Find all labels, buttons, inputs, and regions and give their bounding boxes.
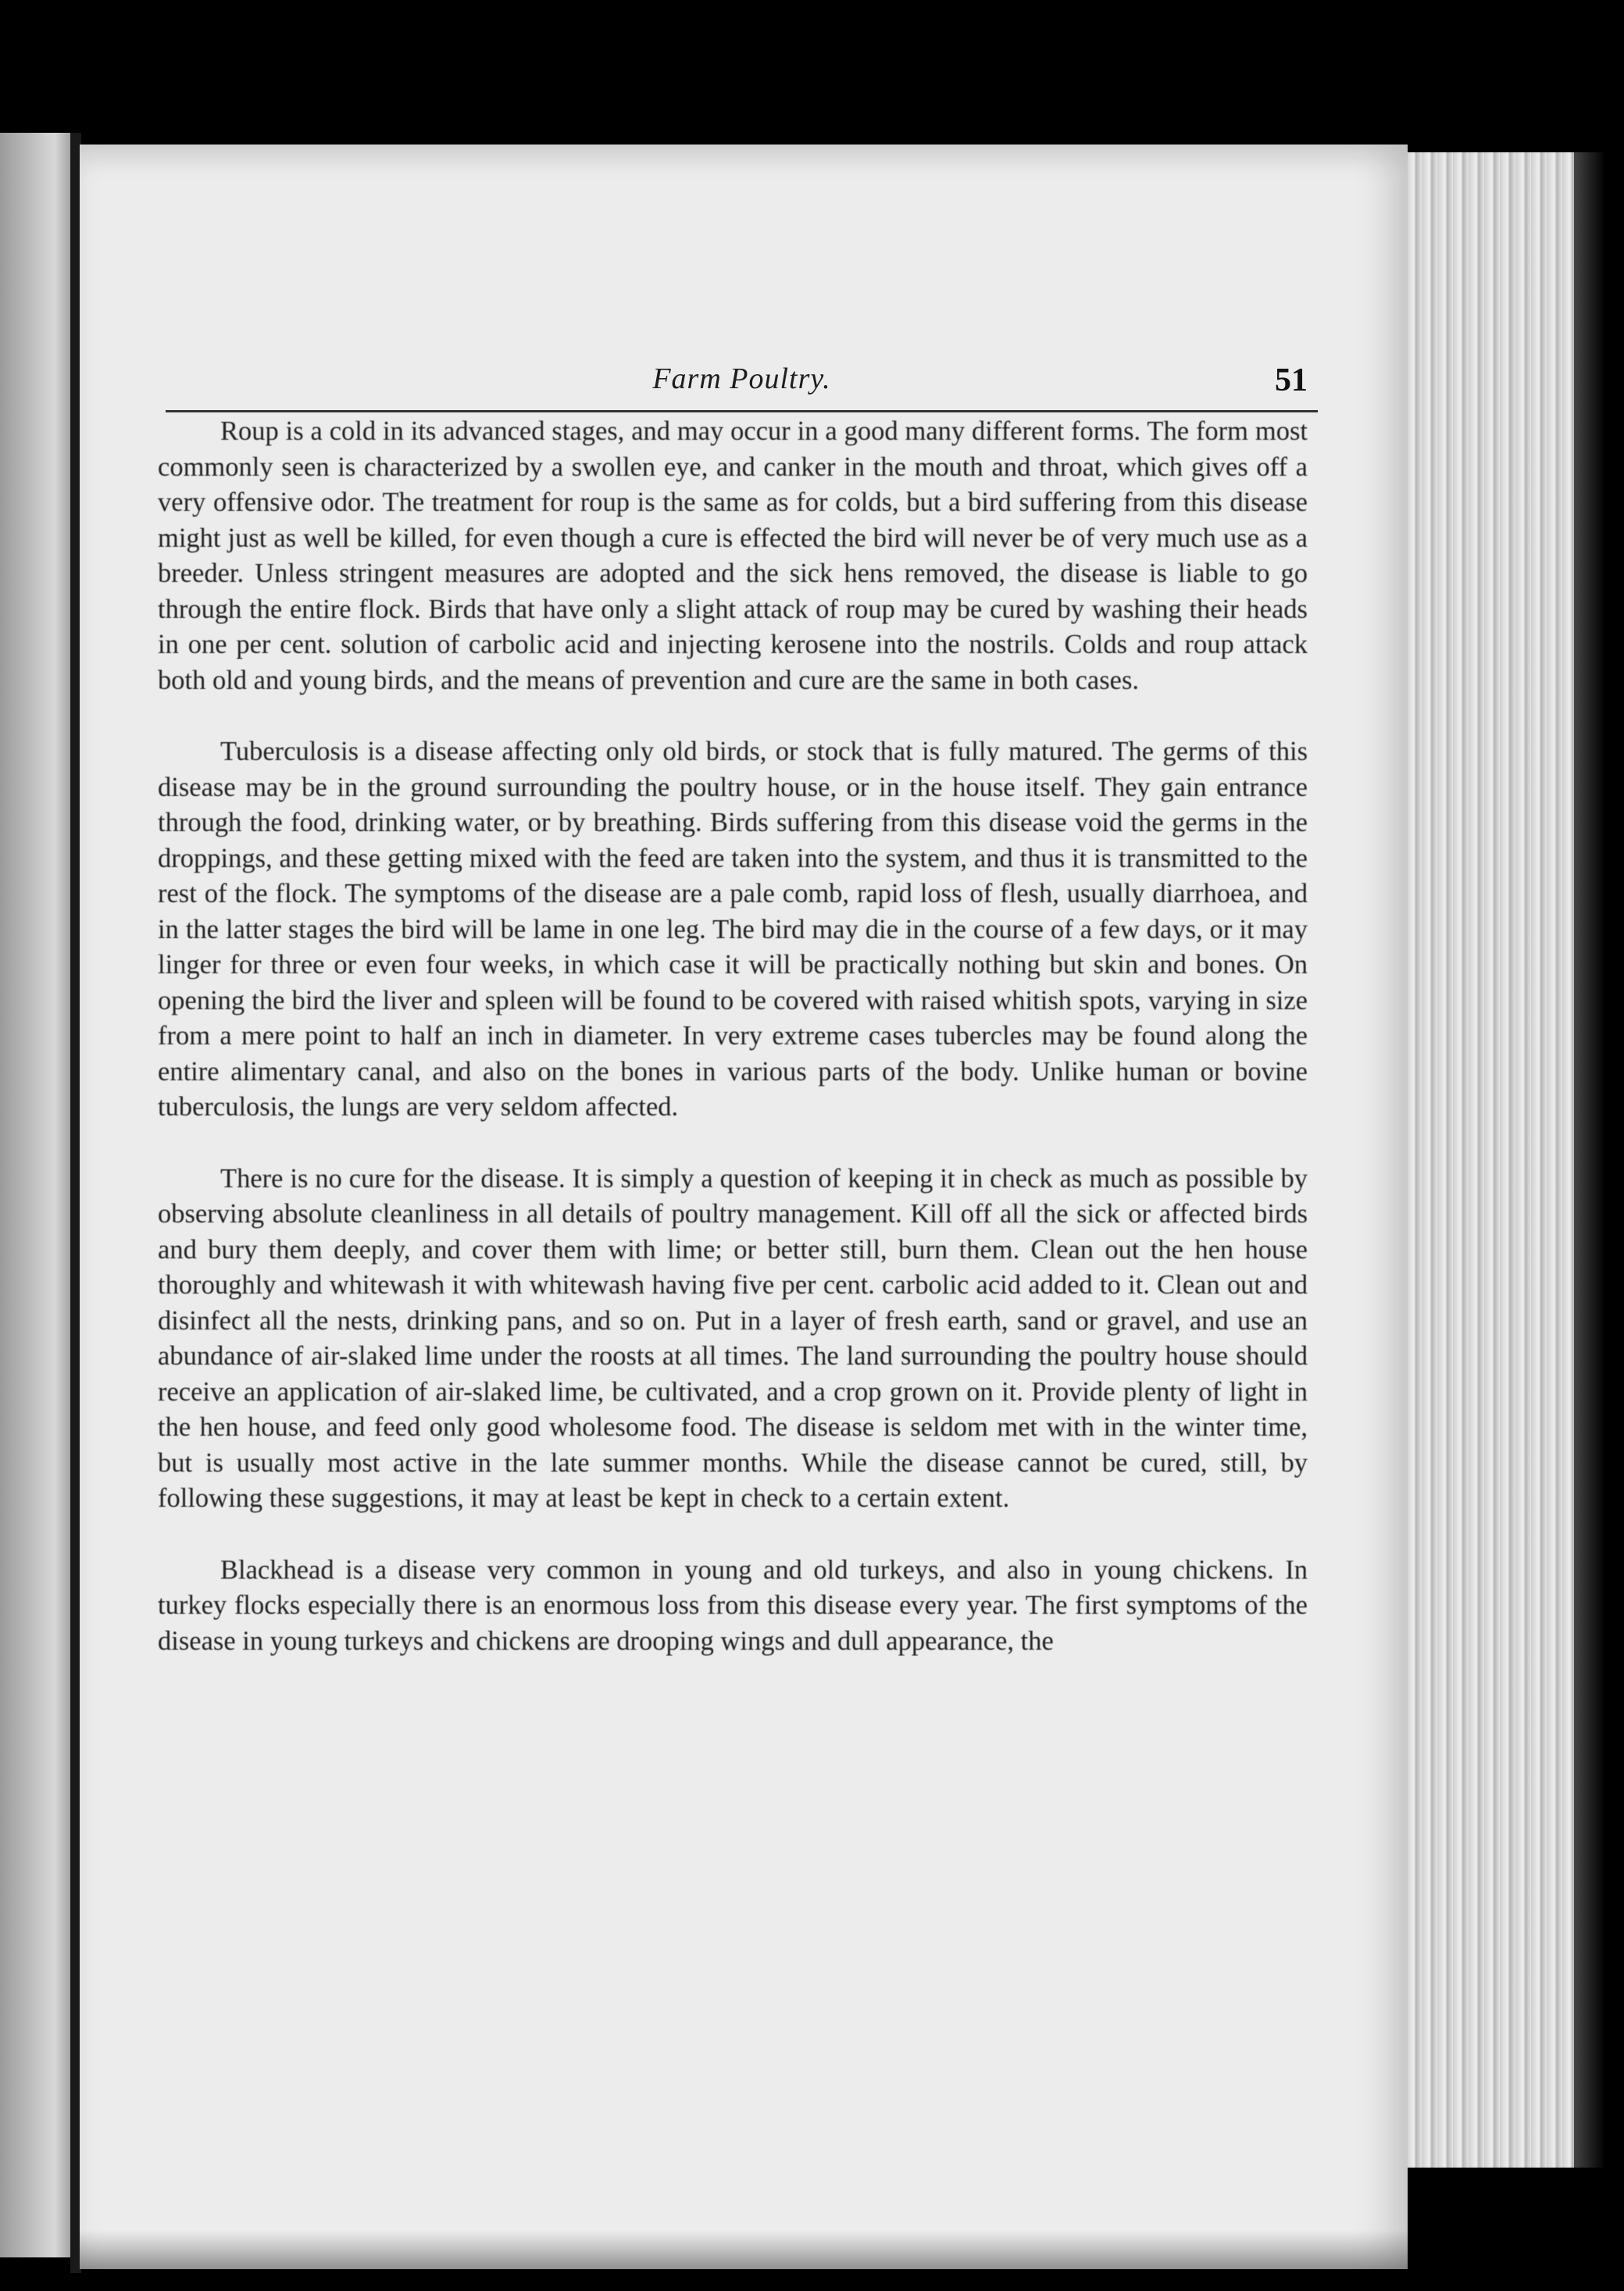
running-title: Farm Poultry. <box>652 362 831 395</box>
paragraph-roup: Roup is a cold in its advanced stages, and may occur in a good many different forms. The form most commonly seen is characterized by a swollen eye, and canker in the mouth and throat, which gives off a very offensive odor. The treatment for roup is the same as for colds, but a bird suffering from this disease might just as well be killed, for even though a cure is effected the bird will never be of very much use as a breeder. Unless stringent measures are adopted and the sick hens removed, the disease is liable to go through the entire flock. Birds that have only a slight attack of roup may be cured by washing their heads in one per cent. solution of carbolic acid and injecting kerosene into the nostrils. Colds and roup attack both old and young birds, and the means of prevention and cure are the same in both cases. <box>158 416 1308 695</box>
scan-smudge <box>516 0 555 17</box>
page-bottom-shadow <box>80 2230 1408 2269</box>
paragraph-no-cure: There is no cure for the disease. It is simply a question of keeping it in check as much as possible by observing absolute cleanliness in all details of poultry management. Kill off all the sick or affected birds and bury them deeply, and cover them with lime; or better still, burn them. Clean out the hen house thoroughly and whitewash it with whitewash having five per cent. carbolic acid added to it. Clean out and disinfect all the nests, drinking pans, and so on. Put in a layer of fresh earth, sand or gravel, and use an abundance of air-slaked lime under the roosts at all times. The land surrounding the poultry house should receive an application of air-slaked lime, be cultivated, and a crop grown on it. Provide plenty of light in the hen house, and feed only good wholesome food. The disease is seldom met with in the winter time, but is usually most active in the late summer months. While the disease cannot be cured, still, by following these suggestions, it may at least be kept in check to a certain extent. <box>158 1163 1308 1513</box>
page-header <box>166 363 1318 412</box>
paragraph-tuberculosis: Tuberculosis is a disease affecting only old birds, or stock that is fully matured. The germs of this disease may be in the ground surrounding the poultry house, or in the house itself. They gain entrance through the food, drinking water, or by breathing. Birds suffering from this disease void the germs in the droppings, and these getting mixed with the feed are taken into the system, and thus it is transmitted to the rest of the flock. The symptoms of the disease are a pale comb, rapid loss of flesh, usually diarrhoea, and in the latter stages the bird will be lame in one leg. The bird may die in the course of a few days, or it may linger for three or even four weeks, in which case it will be practically nothing but skin and bones. On opening the bird the liver and spleen will be found to be covered with raised whitish spots, varying in size from a mere point to half an inch in diameter. In very extreme cases tubercles may be found along the entire alimentary canal, and also on the bones in various parts of the body. Unlike human or bovine tuberculosis, the lungs are very seldom affected. <box>158 737 1308 1122</box>
page-body <box>158 414 1308 1695</box>
paragraph-blackhead: Blackhead is a disease very common in young and old turkeys, and also in young chickens. In turkey flocks especially there is an enormous loss from this disease every year. The first symptoms of the disease in young turkeys and chickens are drooping wings and dull appearance, the <box>158 1554 1308 1656</box>
book-page <box>80 145 1408 2269</box>
page-stack-shadow <box>1574 152 1605 2168</box>
page-number: 51 <box>1275 362 1308 398</box>
left-page-edge <box>0 133 78 2257</box>
scan-smudge <box>344 0 367 11</box>
